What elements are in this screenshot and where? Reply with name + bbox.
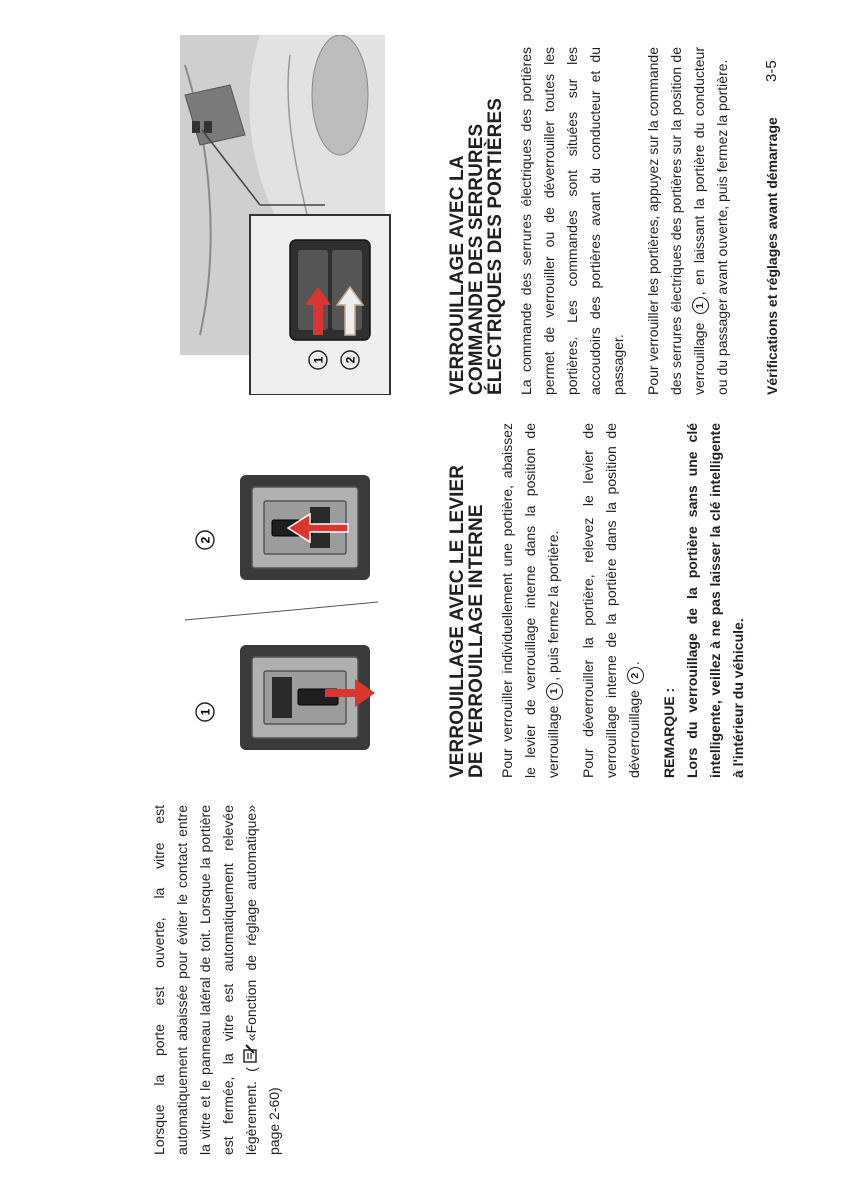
figure-lock-lever: [160, 420, 385, 780]
position-2-marker: 2: [627, 667, 644, 684]
section1-heading-line1: VERROUILLAGE AVEC LE LEVIER: [447, 464, 468, 778]
section1-p2-text-end: .: [626, 661, 642, 666]
figure-divider: [185, 602, 378, 620]
panel-unlock-position: [240, 475, 370, 580]
ref-text: «Fonction de réglage automatique» page 2-60): [243, 805, 282, 1155]
callout-2-text: 2: [198, 536, 213, 544]
section1-paragraph-2: [577, 423, 646, 778]
panel-lock-position: [240, 645, 375, 750]
callout-1-text: 1: [198, 708, 213, 716]
position-1-marker: 1: [546, 683, 563, 700]
section2-p2-text-end: , en laissant la portière du conducteur ou du passager avant ouverte, puis fermez la portière.: [691, 47, 730, 395]
section1-paragraph-1: [496, 423, 565, 778]
switch-callout-1: 1: [311, 356, 326, 364]
section1-heading-line2: DE VERROUILLAGE INTERNE: [466, 504, 487, 778]
lock-position-marker: 1: [692, 297, 709, 314]
intro-paragraph: [148, 805, 286, 1155]
note-text: Lors du verrouillage de la portière sans une clé intelligente, veillez à ne pas laisser la clé intelligente à l'intérieur du véhicule.: [684, 423, 746, 778]
section2-p2-text: Pour verrouiller les portières, appuyez sur la commande des serrures électriques des portières sur la position de verrouillage: [645, 47, 707, 395]
column-3: [448, 47, 746, 395]
figure-power-lock-switch: [140, 35, 395, 395]
section1-p1-text: Pour verrouiller individuellement une portière, abaissez le levier de verrouillage interne dans la position de verrouillage: [499, 423, 561, 778]
page-reference-icon: [242, 1043, 258, 1065]
section2-heading-line2: COMMANDE DES SERRURES: [466, 123, 487, 395]
column-2: [448, 423, 750, 778]
section2-paragraph-2: [642, 47, 734, 395]
column-1: [148, 805, 286, 1155]
switch-callout-2: 2: [343, 356, 358, 364]
section2-heading-line1: VERROUILLAGE AVEC LA: [447, 155, 468, 395]
section1-p2-text: Pour déverrouiller la portière, relevez le levier de verrouillage interne de la portière dans la position de déverrouillage: [580, 423, 642, 778]
section2-heading: [448, 47, 505, 395]
section2-paragraph-1: La commande des serrures électriques des portières permet de verrouiller ou de déverrouiller toutes les portières. Les commandes sont situées sur les accoudoirs des portières avant du conducteur et du passager.: [518, 47, 626, 395]
note-label: REMARQUE :: [661, 687, 677, 778]
footer-chapter-title: Vérifications et réglages avant démarrage: [764, 117, 780, 395]
section1-heading: [448, 423, 486, 778]
intro-text: Lorsque la porte est ouverte, la vitre est automatiquement abaissée pour éviter le contact entre la vitre et le panneau latéral de toit. Lorsque la portière est fermée, la vitre est automatiquement relevée légèrement.: [151, 805, 259, 1155]
note-paragraph: [658, 423, 750, 778]
section1-p1-text-end: , puis fermez la portière.: [545, 530, 561, 681]
ref-open-paren: (: [243, 1067, 259, 1072]
section2-heading-line3: ÉLECTRIQUES DES PORTIÈRES: [485, 97, 506, 395]
footer-page-number: 3-5: [763, 60, 780, 82]
